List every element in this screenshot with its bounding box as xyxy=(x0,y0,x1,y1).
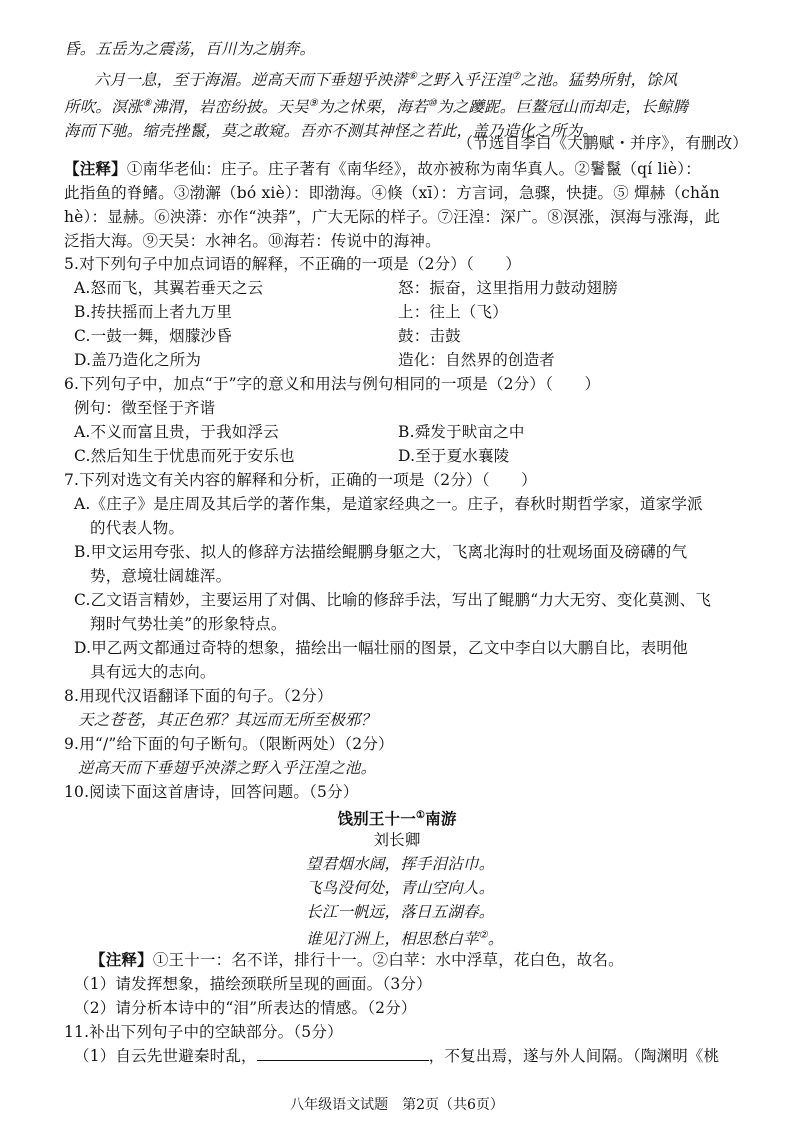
q5-option-c-explain: 鼓：击鼓 xyxy=(398,327,461,345)
poem-line: 飞鸟没何处，青山空向人。 xyxy=(306,879,495,897)
q5-option-d-explain: 造化：自然界的创造者 xyxy=(398,351,556,369)
notes-line: 此指鱼的脊鳍。③渤澥（bó xiè）：即渤海。④倏（xī）：方言词，急骤，快捷。⑤ 燀赫（chǎn xyxy=(64,184,720,202)
notes-line: hè）：显赫。⑥泱漭：亦作“泱莽”，广大无际的样子。⑦汪湟：深广。⑧溟涨，溟海与涨海，此 xyxy=(64,208,721,226)
q8-sentence: 天之苍苍，其正色邪？其远而无所至极邪？ xyxy=(78,711,377,729)
page-footer: 八年级语文试题 第2页（共6页） xyxy=(290,1097,504,1113)
q11-item-1: （1）自云先世避秦时乱， ，不复出焉，遂与外人间隔。（陶渊明《桃 xyxy=(74,1047,720,1065)
q5-option-b-explain: 上：往上（飞） xyxy=(398,303,508,321)
question-10-stem: 10.阅读下面这首唐诗，回答问题。（5分） xyxy=(64,783,359,801)
q7-option-b-cont: 势，意境壮阔雄浑。 xyxy=(90,567,232,585)
poem-notes: 【注释】①王十一：名不详，排行十一。②白苹：水中浮草，花白色，故名。 xyxy=(90,950,624,969)
question-8-stem: 8.用现代汉语翻译下面的句子。（2分） xyxy=(64,687,333,705)
passage-line: 所吹。溟涨⑧沸渭，岩峦纷披。天吴⑨为之怵栗，海若⑩为之躨跜。巨鳌冠山而却走，长鲸腾 xyxy=(64,98,689,117)
poem-author: 刘长卿 xyxy=(373,831,421,849)
q7-option-a: A.《庄子》是庄周及其后学的著作集，是道家经典之一。庄子，春秋时期哲学家，道家学派 xyxy=(74,495,703,513)
question-5-stem: 5.对下列句子中加点词语的解释，不正确的一项是（2分）（ ） xyxy=(64,255,522,273)
passage-line: 六月一息，至于海湄。逆高天而下垂翅乎泱漭⑥之野入乎汪湟⑦之池。猛势所射，馀风 xyxy=(94,71,678,90)
poem-line: 望君烟水阔，挥手泪沾巾。 xyxy=(306,855,495,873)
q6-option-b: B.舜发于畎亩之中 xyxy=(398,423,525,441)
poem-line: 长江一帆远，落日五湖春。 xyxy=(306,903,495,921)
q6-option-c: C.然后知生于忧患而死于安乐也 xyxy=(74,447,295,465)
q6-option-d: D.至于夏水襄陵 xyxy=(398,447,510,465)
q6-option-a: A.不义而富且贵，于我如浮云 xyxy=(74,423,279,441)
answer-blank[interactable] xyxy=(257,1046,429,1061)
q10-sub-question-1: （1）请发挥想象，描绘颈联所呈现的画面。（3分） xyxy=(74,975,432,993)
passage-line: 海而下驰。缩壳挫鬣，莫之敢窥。吾亦不测其神怪之若此，盖乃造化之所为。 xyxy=(64,122,598,140)
question-11-stem: 11.补出下列句子中的空缺部分。（5分） xyxy=(64,1023,343,1041)
q7-option-c-cont: 翔时气势壮美”的形象特点。 xyxy=(90,615,287,633)
q5-option-a-explain: 怒：振奋，这里指用力鼓动翅膀 xyxy=(398,279,618,297)
poem-line: 谁见汀洲上，相思愁白苹②。 xyxy=(306,930,504,949)
q5-option-c: C.一鼓一舞，烟朦沙昏 xyxy=(74,327,232,345)
notes-line: 泛指大海。⑨天吴：水神名。⑩海若：传说中的海神。 xyxy=(64,232,441,250)
question-7-stem: 7.下列对选文有关内容的解释和分析，正确的一项是（2分）（ ） xyxy=(64,471,537,489)
question-9-stem: 9.用“/”给下面的句子断句。（限断两处）（2分） xyxy=(64,735,394,753)
q5-option-d: D.盖乃造化之所为 xyxy=(74,351,202,369)
q10-sub-question-2: （2）请分析本诗中的“泪”所表达的情感。（2分） xyxy=(74,999,417,1017)
q5-option-a: A.怒而飞，其翼若垂天之云 xyxy=(74,279,264,297)
q7-option-d: D.甲乙两文都通过奇特的想象，描绘出一幅壮丽的图景，乙文中李白以大鹏自比，表明他 xyxy=(74,639,688,657)
notes-line: 【注释】①南华老仙：庄子。庄子著有《南华经》，故亦被称为南华真人。②鬐鬣（qí liè）： xyxy=(64,159,701,178)
q7-option-b: B.甲文运用夸张、拟人的修辞方法描绘鲲鹏身躯之大，飞离北海时的壮观场面及磅礴的气 xyxy=(74,543,688,561)
q9-sentence: 逆高天而下垂翅乎泱漭之野入乎汪湟之池。 xyxy=(78,759,377,777)
q6-example: 例句：徵至怪于齐谐 xyxy=(74,399,216,417)
question-6-stem: 6.下列句子中，加点“于”字的意义和用法与例句相同的一项是（2分）（ ） xyxy=(64,375,601,393)
poem-title: 饯别王十一①南游 xyxy=(337,809,457,829)
passage-line: 昏。五岳为之震荡，百川为之崩奔。 xyxy=(64,40,316,58)
q7-option-d-cont: 具有远大的志向。 xyxy=(90,663,216,681)
q7-option-a-cont: 的代表人物。 xyxy=(90,519,185,537)
q7-option-c: C.乙文语言精妙，主要运用了对偶、比喻的修辞手法，写出了鲲鹏“力大无穷、变化莫测、飞 xyxy=(74,591,712,609)
passage-source: （节选自李白《大鹏赋・并序》，有删改） xyxy=(457,134,748,152)
q5-option-b: B.抟扶摇而上者九万里 xyxy=(74,303,233,321)
